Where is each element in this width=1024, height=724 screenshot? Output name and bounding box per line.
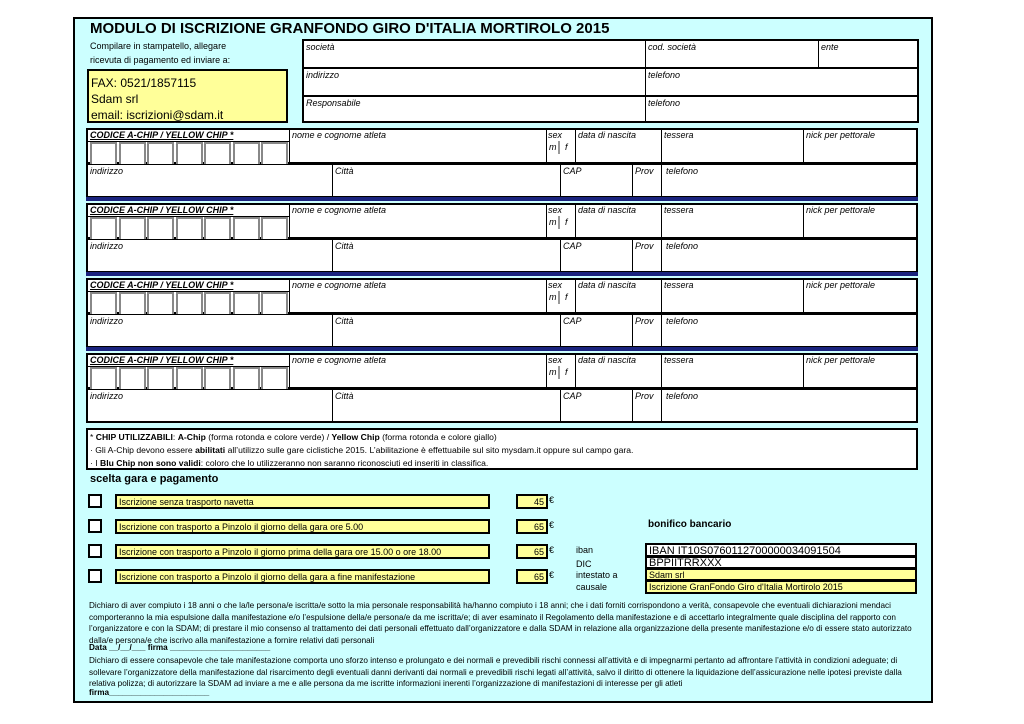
option-1-currency: € <box>549 495 555 505</box>
athlete-name-field[interactable]: nome e cognome atleta <box>292 205 387 215</box>
payment-heading: scelta gara e pagamento <box>90 473 219 485</box>
iban-value: IBAN IT10S0760112700000034091504 <box>645 543 917 557</box>
athlete-city-field[interactable]: Città <box>335 166 354 176</box>
causale-label: causale <box>576 582 608 592</box>
athlete-phone-field[interactable]: telefono <box>666 391 699 401</box>
sex-m-option[interactable]: m <box>549 292 557 302</box>
chip-code-cell[interactable] <box>90 292 117 316</box>
instructions-line-2: ricevuta di pagamento ed inviare a: <box>90 55 231 65</box>
chip-code-label: CODICE A-CHIP / YELLOW CHIP * <box>90 280 234 290</box>
option-2-price: 65 <box>516 519 548 534</box>
birthdate-field[interactable]: data di nascita <box>578 205 637 215</box>
data-signature-line[interactable]: Data __/__/___ firma ______________________ <box>89 643 271 652</box>
athlete-prov-field[interactable]: Prov <box>635 166 654 176</box>
athlete-4-row-2 <box>86 389 918 423</box>
athlete-phone-field[interactable]: telefono <box>666 166 699 176</box>
athlete-4-row-1 <box>86 353 918 389</box>
athlete-address-field[interactable]: indirizzo <box>90 166 124 176</box>
chip-code-cell[interactable] <box>147 292 174 316</box>
option-4-currency: € <box>549 570 555 580</box>
sex-f-option[interactable]: f <box>565 142 568 152</box>
chip-code-label: CODICE A-CHIP / YELLOW CHIP * <box>90 130 234 140</box>
option-1-checkbox[interactable] <box>88 494 102 508</box>
athlete-address-field[interactable]: indirizzo <box>90 391 124 401</box>
chip-code-cell[interactable] <box>176 217 203 241</box>
sex-label: sex <box>548 355 563 365</box>
telefono-societa-field[interactable]: telefono <box>648 70 681 80</box>
athlete-cap-field[interactable]: CAP <box>563 316 582 326</box>
sex-m-option[interactable]: m <box>549 142 557 152</box>
chip-code-cell[interactable] <box>261 367 288 391</box>
sex-f-option[interactable]: f <box>565 367 568 377</box>
chip-code-cell[interactable] <box>176 292 203 316</box>
athlete-city-field[interactable]: Città <box>335 241 354 251</box>
chip-code-cell[interactable] <box>233 217 260 241</box>
sex-f-option[interactable]: f <box>565 217 568 227</box>
athlete-city-field[interactable]: Città <box>335 316 354 326</box>
tessera-field[interactable]: tessera <box>664 355 694 365</box>
cod-societa-field[interactable]: cod. società <box>648 42 697 52</box>
iban-label: iban <box>576 545 594 555</box>
chip-code-cell[interactable] <box>261 217 288 241</box>
option-2-currency: € <box>549 520 555 530</box>
chip-code-cell[interactable] <box>176 367 203 391</box>
athlete-cap-field[interactable]: CAP <box>563 391 582 401</box>
sex-m-option[interactable]: m <box>549 367 557 377</box>
athlete-city-field[interactable]: Città <box>335 391 354 401</box>
option-2-label: Iscrizione con trasporto a Pinzolo il giorno della gara ore 5.00 <box>115 519 490 534</box>
chip-code-label: CODICE A-CHIP / YELLOW CHIP * <box>90 205 234 215</box>
chip-code-cell[interactable] <box>119 292 146 316</box>
nick-field[interactable]: nick per pettorale <box>806 130 876 140</box>
chip-code-cell[interactable] <box>233 367 260 391</box>
athlete-1-row-2 <box>86 164 918 198</box>
indirizzo-societa-field[interactable]: indirizzo <box>306 70 340 80</box>
athlete-address-field[interactable]: indirizzo <box>90 241 124 251</box>
athlete-name-field[interactable]: nome e cognome atleta <box>292 130 387 140</box>
tessera-field[interactable]: tessera <box>664 205 694 215</box>
fax-number: FAX: 0521/1857115 <box>91 76 197 90</box>
chip-code-cell[interactable] <box>119 367 146 391</box>
athlete-separator <box>86 347 918 351</box>
athlete-1-row-1 <box>86 128 918 164</box>
chip-code-cell[interactable] <box>204 142 231 166</box>
athlete-3-row-1 <box>86 278 918 314</box>
athlete-3-row-2 <box>86 314 918 348</box>
birthdate-field[interactable]: data di nascita <box>578 280 637 290</box>
chip-code-cell[interactable] <box>147 367 174 391</box>
intestato-value: Sdam srl <box>645 568 917 581</box>
contact-box <box>87 69 288 123</box>
athlete-2-row-2 <box>86 239 918 273</box>
chip-code-cell[interactable] <box>176 142 203 166</box>
instructions-line-1: Compilare in stampatello, allegare <box>90 41 227 51</box>
tessera-field[interactable]: tessera <box>664 130 694 140</box>
ente-field[interactable]: ente <box>821 42 839 52</box>
chip-code-label: CODICE A-CHIP / YELLOW CHIP * <box>90 355 234 365</box>
option-3-price: 65 <box>516 544 548 559</box>
athlete-separator <box>86 197 918 201</box>
responsabile-field[interactable]: Responsabile <box>306 98 361 108</box>
athlete-separator <box>86 272 918 276</box>
dic-value: BPPIITRRXXX <box>645 556 917 569</box>
option-4-label: Iscrizione con trasporto a Pinzolo il giorno della gara a fine manifestazione <box>115 569 490 584</box>
athlete-cap-field[interactable]: CAP <box>563 166 582 176</box>
declaration-paragraph-1: Dichiaro di aver compiuto i 18 anni o che la/le persona/e iscritta/e sotto la mia personale responsabilità ha/hanno compiuto i 18 anni; che i dati forniti corrispondono a verità, consapevole che eventuali dichiarazioni mendaci comporteranno la mia espulsione dalla manifestazione e/o l’espulsione della/e persona/e da me iscritta/e; di aver esaminato il Regolamento della manifestazione e di accettarlo integralmente quale disciplina del rapporto con l’organizzatore e con la SDAM; di prestare il mio consenso al trattamento dei dati personali effettuato dall’organizzatore e dalla SDAM in relazione alla organizzazione della presente manifestazione e/o di essere stato autorizzato dalla/e persona/e che iscrivo alla manifestazione a fornire relativi dati personali <box>89 601 912 645</box>
declaration-paragraph-2: Dichiaro di essere consapevole che tale manifestazione comporta uno sforzo intenso e prolungato e dei normali e prevedibili rischi connessi all’attività e di impegnarmi pertanto ad affrontare l’attività in condizioni adeguate; di sollevare l’organizzatore della manifestazione dal risarcimento degli eventuali danni derivanti dai normali e prevedibili rischi legati all’attività, salvo il diritto di ottenere la liquidazione dell’assicurazione nelle ipotesi previste dalla relativa polizza; di autorizzare la SDAM ad inviare a me e alle persona da me iscritte informazioni inerenti l’organizzazione di manifestazioni di interesse per gli atleti <box>89 656 902 688</box>
option-3-label: Iscrizione con trasporto a Pinzolo il giorno prima della gara ore 15.00 o ore 18.00 <box>115 544 490 559</box>
chip-note-2: · Gli A-Chip devono essere abilitati all’utilizzo sulle gare ciclistiche 2015. L’abilitazione è effettuabile sul sito mysdam.it oppure sul campo gara. <box>90 445 634 455</box>
nick-field[interactable]: nick per pettorale <box>806 280 876 290</box>
chip-code-cell[interactable] <box>90 142 117 166</box>
chip-code-cell[interactable] <box>233 142 260 166</box>
bank-heading: bonifico bancario <box>648 519 732 530</box>
chip-code-cell[interactable] <box>204 217 231 241</box>
option-4-checkbox[interactable] <box>88 569 102 583</box>
option-1-label: Iscrizione senza trasporto navetta <box>115 494 490 509</box>
dic-label: DIC <box>576 559 592 569</box>
telefono-responsabile-field[interactable]: telefono <box>648 98 681 108</box>
athlete-phone-field[interactable]: telefono <box>666 316 699 326</box>
chip-notes-box <box>86 428 918 470</box>
intestato-label: intestato a <box>576 570 618 580</box>
chip-code-cell[interactable] <box>119 217 146 241</box>
birthdate-field[interactable]: data di nascita <box>578 355 637 365</box>
option-2-checkbox[interactable] <box>88 519 102 533</box>
option-3-checkbox[interactable] <box>88 544 102 558</box>
athlete-phone-field[interactable]: telefono <box>666 241 699 251</box>
form-title: MODULO DI ISCRIZIONE GRANFONDO GIRO D'ITALIA MORTIROLO 2015 <box>90 20 610 37</box>
chip-code-cell[interactable] <box>90 367 117 391</box>
chip-code-cell[interactable] <box>233 292 260 316</box>
nick-field[interactable]: nick per pettorale <box>806 355 876 365</box>
birthdate-field[interactable]: data di nascita <box>578 130 637 140</box>
sex-m-option[interactable]: m <box>549 217 557 227</box>
chip-code-cell[interactable] <box>261 292 288 316</box>
option-1-price: 45 <box>516 494 548 509</box>
athlete-cap-field[interactable]: CAP <box>563 241 582 251</box>
chip-code-cell[interactable] <box>204 367 231 391</box>
contact-company: Sdam srl <box>91 92 139 106</box>
sex-label: sex <box>548 130 563 140</box>
athlete-2-row-1 <box>86 203 918 239</box>
chip-code-cell[interactable] <box>261 142 288 166</box>
society-block <box>302 39 919 123</box>
sex-label: sex <box>548 280 563 290</box>
chip-note-3: · I Blu Chip non sono validi: coloro che lo utilizzeranno non saranno riconosciuti ed inseriti in classifica. <box>90 458 489 468</box>
athlete-prov-field[interactable]: Prov <box>635 391 654 401</box>
tessera-field[interactable]: tessera <box>664 280 694 290</box>
athlete-prov-field[interactable]: Prov <box>635 241 654 251</box>
chip-note-1: * CHIP UTILIZZABILI: A-Chip (forma rotonda e colore verde) / Yellow Chip (forma rotonda e colore giallo) <box>90 432 497 442</box>
chip-code-cell[interactable] <box>119 142 146 166</box>
nick-field[interactable]: nick per pettorale <box>806 205 876 215</box>
athlete-address-field[interactable]: indirizzo <box>90 316 124 326</box>
causale-value: Iscrizione GranFondo Giro d'Italia Mortirolo 2015 <box>645 580 917 594</box>
athlete-prov-field[interactable]: Prov <box>635 316 654 326</box>
sex-label: sex <box>548 205 563 215</box>
firma-line[interactable]: firma______________________ <box>89 688 210 697</box>
option-4-price: 65 <box>516 569 548 584</box>
athlete-name-field[interactable]: nome e cognome atleta <box>292 355 387 365</box>
sex-f-option[interactable]: f <box>565 292 568 302</box>
societa-field[interactable]: società <box>306 42 335 52</box>
chip-code-cell[interactable] <box>204 292 231 316</box>
chip-code-cell[interactable] <box>147 217 174 241</box>
athlete-name-field[interactable]: nome e cognome atleta <box>292 280 387 290</box>
option-3-currency: € <box>549 545 555 555</box>
chip-code-cell[interactable] <box>147 142 174 166</box>
chip-code-cell[interactable] <box>90 217 117 241</box>
contact-email: email: iscrizioni@sdam.it <box>91 108 224 122</box>
